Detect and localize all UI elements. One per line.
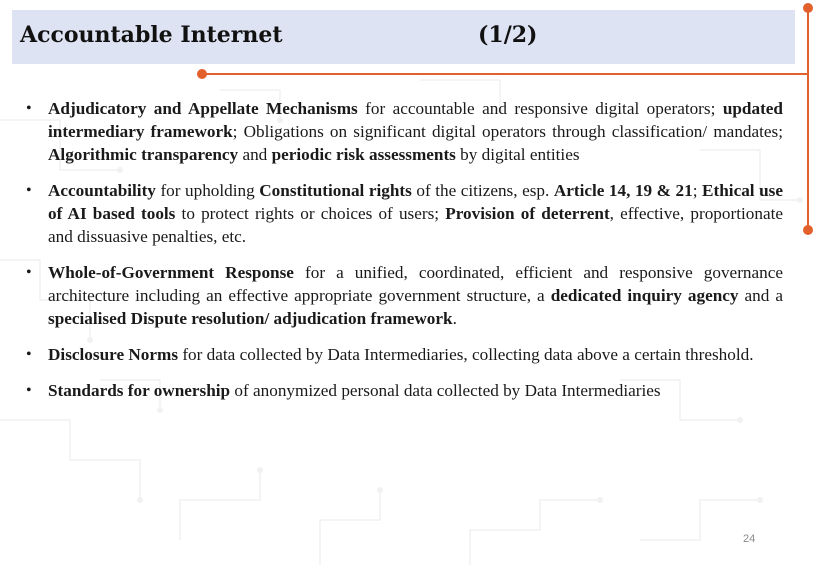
bullet-bold-text: Disclosure Norms (48, 345, 179, 364)
bullet-list (26, 97, 783, 415)
bullet-bold-text: dedicated inquiry agency (550, 286, 739, 305)
slide-title: Accountable Internet (20, 22, 283, 48)
bullet-text: for upholding (155, 181, 260, 200)
bullet-bold-text: Standards for ownership (48, 381, 231, 400)
bullet-text: and a (738, 286, 784, 305)
bullet-bold-text: Accountability (48, 181, 156, 200)
bullet-dot-icon: • (26, 264, 32, 281)
bullet-item (26, 179, 783, 248)
bullet-text: for data collected by Data Intermediaries, collecting data above a certain threshold. (178, 345, 754, 364)
bullet-text: for accountable and responsive digital operators; (357, 99, 723, 118)
bullet-text: of anonymized personal data collected by Data Intermediaries (230, 381, 661, 400)
bullet-bold-text: specialised Dispute resolution/ adjudication framework (48, 309, 453, 328)
bullet-item (26, 343, 783, 366)
bullet-bold-text: Article 14, 19 & 21 (553, 181, 693, 200)
bullet-bold-text: Ethical use of AI based tools (48, 181, 783, 223)
bullet-text: ; Obligations on significant digital operators through classification/ mandates; (232, 122, 783, 141)
bullet-text: and (238, 145, 272, 164)
bullet-dot-icon: • (26, 100, 32, 117)
bullet-text: for a unified, coordinated, efficient and responsive governance architecture including an effective appropriate government structure, a (48, 263, 783, 305)
bullet-bold-text: Whole-of-Government Response (48, 263, 294, 282)
bullet-dot-icon: • (26, 182, 32, 199)
accent-dot-bottom (803, 225, 813, 235)
accent-dot-top (803, 3, 813, 13)
bullet-item (26, 261, 783, 330)
bullet-item (26, 379, 783, 402)
bullet-bold-text: Adjudicatory and Appellate Mechanisms (48, 99, 358, 118)
bullet-bold-text: Algorithmic transparency (48, 145, 239, 164)
slide-page-indicator: (1/2) (478, 22, 538, 48)
bullet-bold-text: Provision of deterrent (445, 204, 610, 223)
bullet-text: . (452, 309, 457, 328)
bullet-dot-icon: • (26, 382, 32, 399)
bullet-text: by digital entities (455, 145, 580, 164)
accent-dot-left (197, 69, 207, 79)
bullet-text: of the citizens, esp. (411, 181, 554, 200)
bullet-text: , effective, proportionate and dissuasive penalties, etc. (48, 204, 783, 246)
bullet-text: to protect rights or choices of users; (175, 204, 446, 223)
bullet-text: ; (692, 181, 703, 200)
bullet-bold-text: updated intermediary framework (48, 99, 783, 141)
bullet-bold-text: periodic risk assessments (271, 145, 456, 164)
bullet-item (26, 97, 783, 166)
page-number: 24 (743, 533, 756, 545)
bullet-dot-icon: • (26, 346, 32, 363)
bullet-bold-text: Constitutional rights (259, 181, 412, 200)
